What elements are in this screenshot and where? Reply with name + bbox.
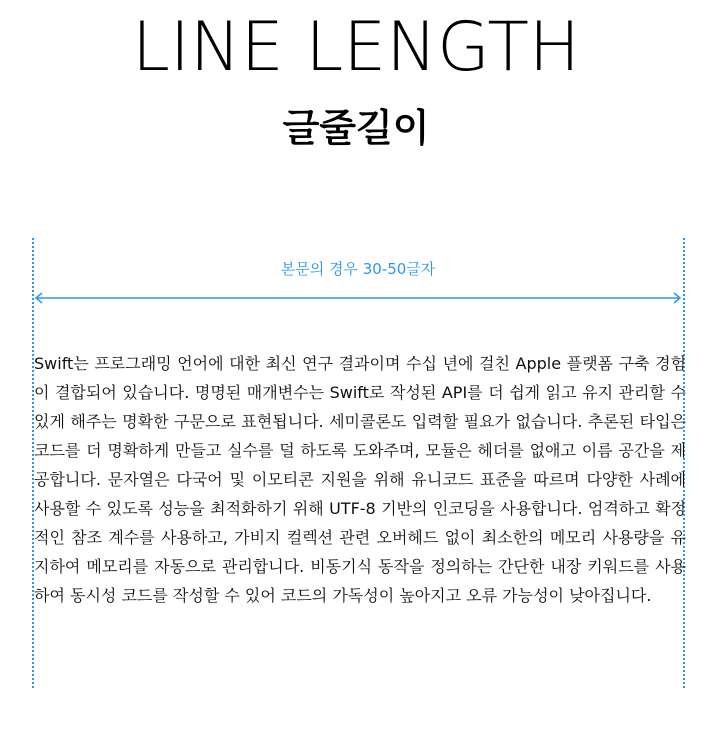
page-title: LINE LENGTH (131, 8, 581, 87)
line-length-label: 본문의 경우 30-50글자 (280, 260, 436, 278)
double-arrow-icon (34, 290, 682, 306)
body-paragraph: Swift는 프로그래밍 언어에 대한 최신 연구 결과이며 수십 년에 걸친 Apple 플랫폼 구축 경험이 결합되어 있습니다. 명명된 매개변수는 Swift로 작성된 API를 더 쉽게 읽고 유지 관리할 수 있게 해주는 명확한 구문으로 표현됩니다. 세미콜론도 입력할 필요가 없습니다. 추론된 타입은 코드를 더 명확하게 만들고 실수를 덜 하도록 도와주며, 모듈은 헤더를 없애고 이름 공간을 제공합니다. 문자열은 다국어 및 이모티콘 지원을 위해 유니코드 표준을 따르며 다양한 사례에 사용할 수 있도록 성능을 최적화하기 위해 UTF-8 기반의 인코딩을 사용합니다. 엄격하고 확정적인 참조 계수를 사용하고, 가비지 컬렉션 관련 오버헤드 없이 최소한의 메모리 사용량을 유지하여 메모리를 자동으로 관리합니다. 비동기식 동작을 정의하는 간단한 내장 키워드를 사용하여 동시성 코드를 작성할 수 있어 코드의 가독성이 높아지고 오류 가능성이 낮아집니다. (34, 354, 686, 605)
page-subtitle: 글줄길이 (282, 106, 430, 150)
